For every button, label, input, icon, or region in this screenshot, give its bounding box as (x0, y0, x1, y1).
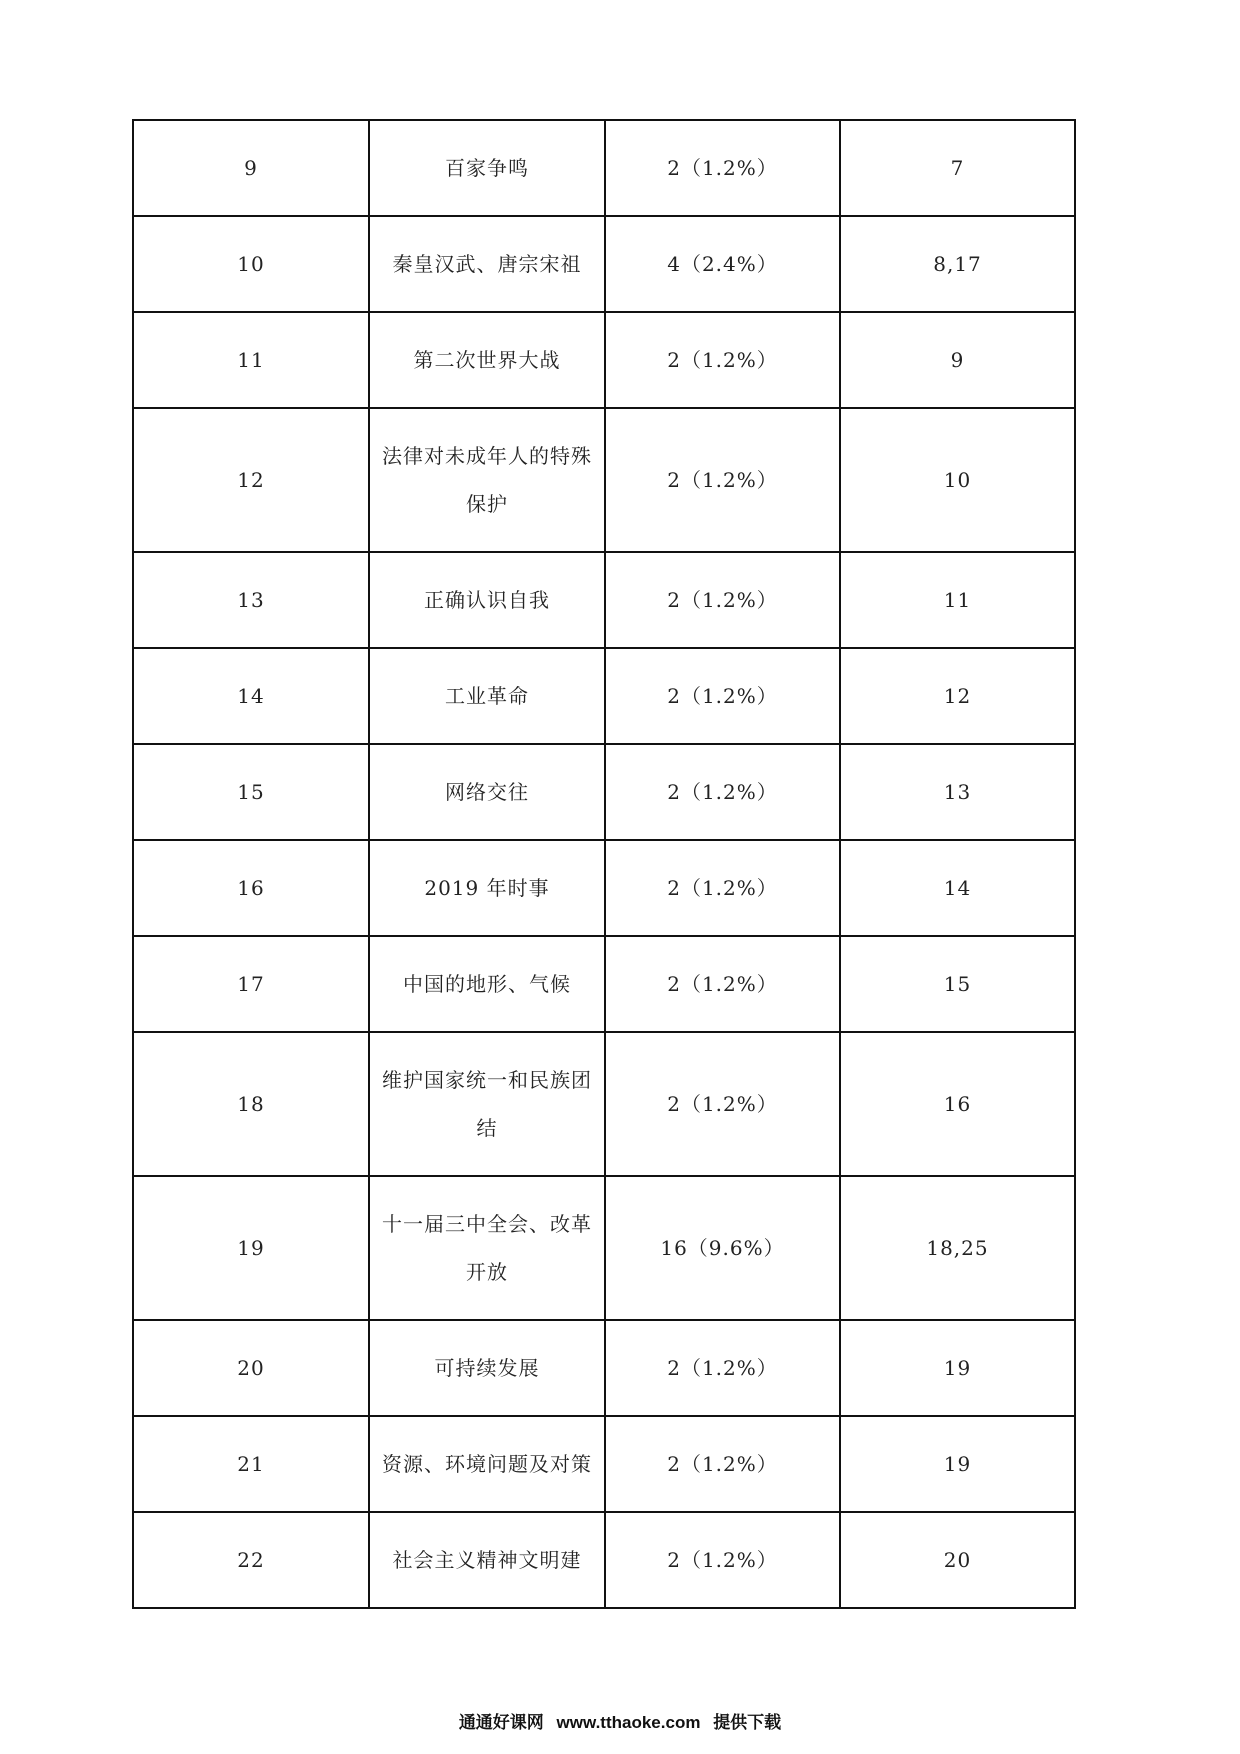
cell-topic: 社会主义精神文明建 (369, 1512, 605, 1608)
cell-topic: 法律对未成年人的特殊保护 (369, 408, 605, 552)
cell-number: 13 (133, 552, 369, 648)
cell-topic: 网络交往 (369, 744, 605, 840)
cell-count: 2（1.2%） (605, 1032, 840, 1176)
cell-topic: 秦皇汉武、唐宗宋祖 (369, 216, 605, 312)
table-row (133, 1032, 1075, 1176)
cell-number: 11 (133, 312, 369, 408)
cell-number: 18 (133, 1032, 369, 1176)
cell-number: 19 (133, 1176, 369, 1320)
cell-items: 19 (840, 1416, 1075, 1512)
cell-count: 4（2.4%） (605, 216, 840, 312)
cell-count: 2（1.2%） (605, 1320, 840, 1416)
footer-site-name: 通通好课网 (458, 1713, 544, 1732)
cell-count: 2（1.2%） (605, 1512, 840, 1608)
cell-items: 15 (840, 936, 1075, 1032)
table-row (133, 1176, 1075, 1320)
cell-items: 18,25 (840, 1176, 1075, 1320)
cell-topic: 十一届三中全会、改革开放 (369, 1176, 605, 1320)
cell-number: 12 (133, 408, 369, 552)
cell-topic: 工业革命 (369, 648, 605, 744)
cell-items: 19 (840, 1320, 1075, 1416)
cell-count: 2（1.2%） (605, 312, 840, 408)
cell-topic: 可持续发展 (369, 1320, 605, 1416)
cell-items: 8,17 (840, 216, 1075, 312)
table-row (133, 552, 1075, 648)
table-row (133, 1416, 1075, 1512)
cell-count: 2（1.2%） (605, 840, 840, 936)
cell-topic: 2019 年时事 (369, 840, 605, 936)
cell-count: 2（1.2%） (605, 1416, 840, 1512)
cell-items: 16 (840, 1032, 1075, 1176)
cell-count: 2（1.2%） (605, 744, 840, 840)
cell-items: 10 (840, 408, 1075, 552)
cell-topic: 第二次世界大战 (369, 312, 605, 408)
table-row (133, 744, 1075, 840)
cell-number: 16 (133, 840, 369, 936)
cell-topic: 资源、环境问题及对策 (369, 1416, 605, 1512)
footer-site-url: www.tthaoke.com (556, 1713, 701, 1732)
table-row (133, 936, 1075, 1032)
cell-number: 20 (133, 1320, 369, 1416)
cell-number: 17 (133, 936, 369, 1032)
cell-number: 9 (133, 120, 369, 216)
cell-topic: 正确认识自我 (369, 552, 605, 648)
cell-items: 14 (840, 840, 1075, 936)
cell-count: 2（1.2%） (605, 408, 840, 552)
cell-number: 22 (133, 1512, 369, 1608)
table-row (133, 840, 1075, 936)
cell-items: 7 (840, 120, 1075, 216)
table-row (133, 648, 1075, 744)
footer-suffix: 提供下载 (713, 1713, 782, 1732)
cell-topic: 百家争鸣 (369, 120, 605, 216)
cell-items: 20 (840, 1512, 1075, 1608)
table-row (133, 1320, 1075, 1416)
cell-count: 2（1.2%） (605, 648, 840, 744)
table-body (133, 120, 1075, 1608)
cell-count: 16（9.6%） (605, 1176, 840, 1320)
cell-items: 12 (840, 648, 1075, 744)
cell-number: 21 (133, 1416, 369, 1512)
table-row (133, 1512, 1075, 1608)
cell-number: 10 (133, 216, 369, 312)
table-row (133, 120, 1075, 216)
cell-topic: 维护国家统一和民族团结 (369, 1032, 605, 1176)
cell-count: 2（1.2%） (605, 120, 840, 216)
cell-number: 15 (133, 744, 369, 840)
table-row (133, 216, 1075, 312)
cell-count: 2（1.2%） (605, 936, 840, 1032)
topic-table (132, 119, 1076, 1609)
cell-count: 2（1.2%） (605, 552, 840, 648)
cell-items: 9 (840, 312, 1075, 408)
table-row (133, 312, 1075, 408)
cell-number: 14 (133, 648, 369, 744)
table-row (133, 408, 1075, 552)
cell-topic: 中国的地形、气候 (369, 936, 605, 1032)
page-footer (0, 1708, 1240, 1733)
cell-items: 13 (840, 744, 1075, 840)
cell-items: 11 (840, 552, 1075, 648)
